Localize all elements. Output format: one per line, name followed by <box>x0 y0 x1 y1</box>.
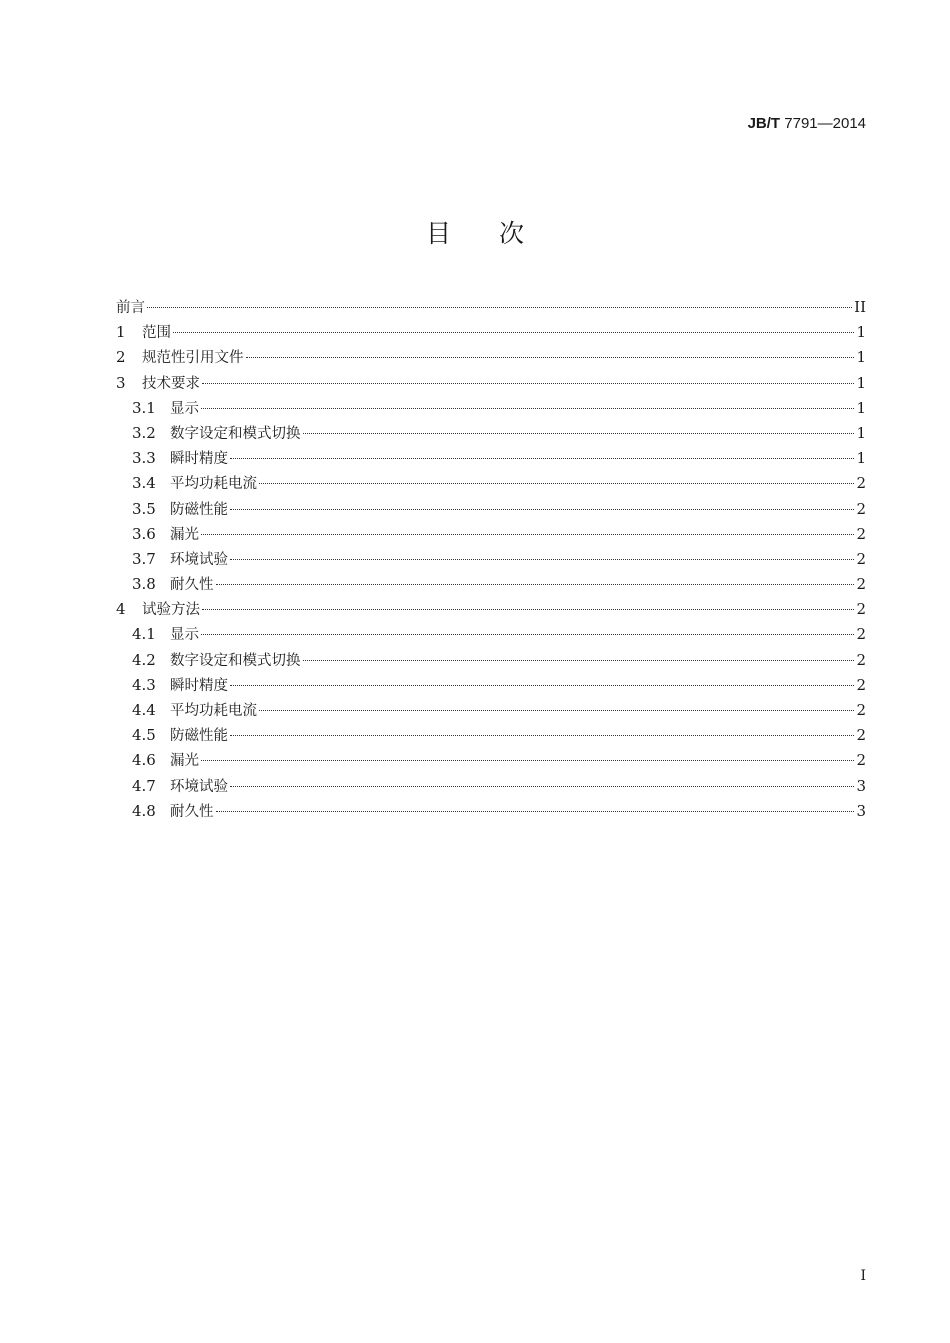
toc-dot-leader <box>230 559 854 560</box>
toc-entry-label: 漏光 <box>170 526 199 543</box>
toc-entry[interactable] <box>116 371 866 396</box>
toc-entry-page: 2 <box>856 726 866 745</box>
toc-entry[interactable] <box>116 572 866 597</box>
toc-entry[interactable] <box>116 698 866 723</box>
toc-dot-leader <box>246 357 855 358</box>
toc-dot-leader <box>202 383 854 384</box>
toc-entry-label: 数字设定和模式切换 <box>170 652 301 669</box>
toc-entry[interactable] <box>116 774 866 799</box>
toc-entry-label: 防磁性能 <box>170 501 228 518</box>
toc-entry[interactable] <box>116 421 866 446</box>
toc-entry-number: 3.6 <box>132 524 156 543</box>
toc-entry-label: 漏光 <box>170 753 199 770</box>
toc-entry[interactable] <box>116 295 866 320</box>
toc-entry-label: 防磁性能 <box>170 728 228 745</box>
toc-dot-leader <box>202 609 854 610</box>
toc-entry-number: 3 <box>116 373 126 392</box>
toc-entry-label: 规范性引用文件 <box>142 350 244 367</box>
toc-entry-page: 2 <box>856 600 866 619</box>
standard-code <box>748 115 866 132</box>
toc-entry-page: II <box>854 298 866 316</box>
toc-entry-page: 3 <box>856 801 866 820</box>
toc-entry[interactable] <box>116 547 866 572</box>
toc-entry-label: 前言 <box>116 300 145 316</box>
toc-entry-label: 显示 <box>170 627 199 644</box>
toc-dot-leader <box>201 408 854 409</box>
toc-entry-number: 3.8 <box>132 575 156 594</box>
toc-entry[interactable] <box>116 497 866 522</box>
toc-entry-number: 4.6 <box>132 751 156 770</box>
toc-dot-leader <box>230 685 854 686</box>
toc-entry[interactable] <box>116 622 866 647</box>
toc-entry[interactable] <box>116 320 866 345</box>
toc-entry-number: 4.8 <box>132 801 156 820</box>
toc-dot-leader <box>303 433 855 434</box>
toc-entry-page: 1 <box>856 398 866 417</box>
toc-entry[interactable] <box>116 648 866 673</box>
toc-entry-label: 平均功耗电流 <box>170 476 257 493</box>
toc-dot-leader <box>303 660 855 661</box>
toc-entry[interactable] <box>116 345 866 370</box>
toc-entry-page: 2 <box>856 474 866 493</box>
toc-entry-number: 3.3 <box>132 449 156 468</box>
toc-entry[interactable] <box>116 446 866 471</box>
toc-entry-label: 瞬时精度 <box>170 451 228 468</box>
standard-code-number: 7791—2014 <box>780 115 866 132</box>
toc-entry[interactable] <box>116 471 866 496</box>
toc-dot-leader <box>201 760 854 761</box>
toc-entry[interactable] <box>116 597 866 622</box>
toc-dot-leader <box>201 534 854 535</box>
toc-entry-number: 4.7 <box>132 776 156 795</box>
toc-entry-page: 2 <box>856 625 866 644</box>
toc-entry-label: 试验方法 <box>142 602 200 619</box>
toc-entry-number: 1 <box>116 323 126 342</box>
toc-entry-page: 2 <box>856 675 866 694</box>
toc-entry-page: 1 <box>856 348 866 367</box>
toc-entry-page: 1 <box>856 423 866 442</box>
page-number: I <box>860 1268 866 1284</box>
toc-entry-number: 3.4 <box>132 474 156 493</box>
toc-entry-number: 3.7 <box>132 549 156 568</box>
toc-entry-page: 3 <box>856 776 866 795</box>
table-of-contents <box>116 295 866 824</box>
toc-entry-number: 4 <box>116 600 126 619</box>
toc-entry-label: 数字设定和模式切换 <box>170 425 301 442</box>
toc-dot-leader <box>216 811 855 812</box>
toc-entry-page: 2 <box>856 650 866 669</box>
toc-dot-leader <box>230 735 854 736</box>
toc-dot-leader <box>230 509 854 510</box>
toc-entry-label: 瞬时精度 <box>170 677 228 694</box>
toc-entry-number: 3.5 <box>132 499 156 518</box>
page-title: 目次 <box>425 219 572 248</box>
standard-code-prefix: JB/T <box>747 115 781 132</box>
toc-entry[interactable] <box>116 723 866 748</box>
toc-entry[interactable] <box>116 522 866 547</box>
toc-dot-leader <box>216 584 855 585</box>
toc-entry-page: 2 <box>856 524 866 543</box>
toc-entry-page: 1 <box>856 449 866 468</box>
toc-entry-number: 3.2 <box>132 423 156 442</box>
toc-entry-number: 4.5 <box>132 726 156 745</box>
toc-entry[interactable] <box>116 748 866 773</box>
toc-entry-label: 环境试验 <box>170 551 228 568</box>
toc-dot-leader <box>230 458 854 459</box>
toc-entry-label: 平均功耗电流 <box>170 703 257 719</box>
toc-entry[interactable] <box>116 673 866 698</box>
toc-dot-leader <box>259 483 854 484</box>
toc-entry-label: 范围 <box>142 325 171 342</box>
toc-dot-leader <box>259 710 854 711</box>
toc-dot-leader <box>201 634 854 635</box>
toc-entry-page: 2 <box>856 499 866 518</box>
toc-entry-number: 4.3 <box>132 675 156 694</box>
toc-entry-number: 4.2 <box>132 650 156 669</box>
toc-entry-page: 2 <box>856 575 866 594</box>
toc-entry-label: 显示 <box>170 400 199 417</box>
toc-entry-page: 1 <box>856 323 866 342</box>
toc-entry-label: 环境试验 <box>170 778 228 795</box>
toc-entry-page: 2 <box>856 751 866 770</box>
toc-dot-leader <box>230 786 854 787</box>
toc-dot-leader <box>147 307 852 308</box>
toc-entry-number: 2 <box>116 348 126 367</box>
toc-entry-page: 1 <box>856 373 866 392</box>
toc-entry-page: 2 <box>856 701 866 719</box>
toc-entry-label: 耐久性 <box>170 577 214 594</box>
toc-entry-label: 耐久性 <box>170 803 214 820</box>
toc-entry-number: 3.1 <box>132 398 156 417</box>
toc-entry[interactable] <box>116 396 866 421</box>
toc-entry-label: 技术要求 <box>142 375 200 392</box>
toc-entry-number: 4.4 <box>132 701 156 719</box>
toc-entry[interactable] <box>116 799 866 824</box>
toc-dot-leader <box>173 332 854 333</box>
toc-entry-number: 4.1 <box>132 625 156 644</box>
toc-entry-page: 2 <box>856 549 866 568</box>
